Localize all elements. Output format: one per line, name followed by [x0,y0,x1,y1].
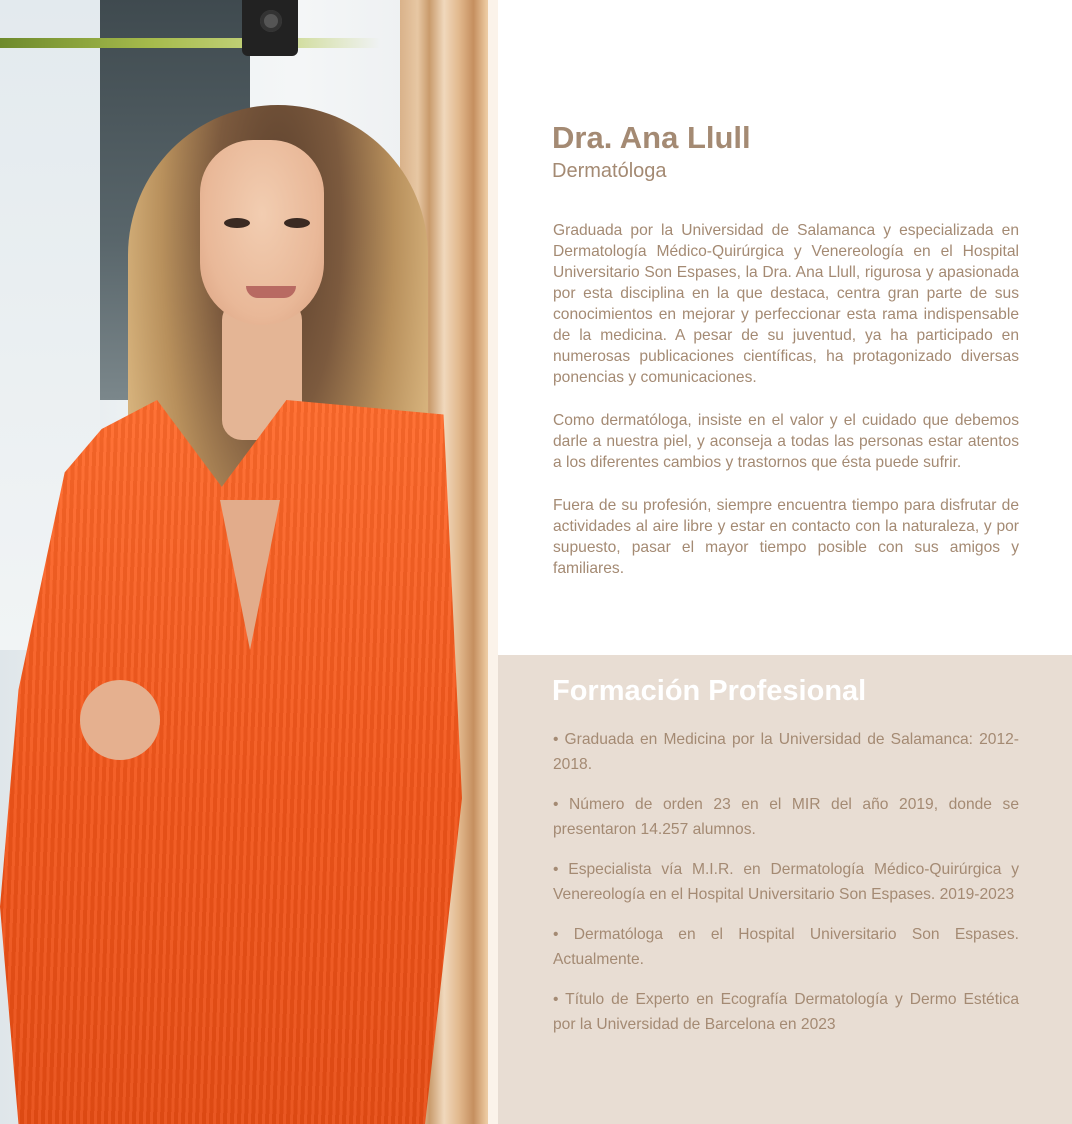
bio-paragraph: Graduada por la Universidad de Salamanca y especializada en Dermatología Médico-Quirúrgica y Venereología en el Hospital Universitario Son Espases, la Dra. Ana Llull, rigurosa y apasionada por esta disciplina en la que destaca, centra gran parte de sus conocimientos en mejorar y perfeccionar esta rama indispensable de la medicina. A pesar de su juventud, ya ha participado en numerosas publicaciones científicas, ha protagonizado diversas ponencias y comunicaciones. [553,222,1019,386]
formacion-list [553,727,1019,1052]
bio-paragraph: Fuera de su profesión, siempre encuentra tiempo para disfrutar de actividades al aire libre y estar en contacto con la naturaleza, y por supuesto, pasar el mayor tiempo posible con sus amigos y familiares. [553,497,1019,577]
smile [246,286,296,298]
formacion-section [498,655,1072,1124]
left-eye [224,218,250,228]
bio-section [498,0,1072,655]
formacion-item: • Especialista vía M.I.R. en Dermatología Médico-Quirúrgica y Venereología en el Hospital Universitario Son Espases. 2019-2023 [553,861,1019,903]
formacion-item: • Dermatóloga en el Hospital Universitario Son Espases. Actualmente. [553,926,1019,968]
green-wall-strip [0,38,380,48]
security-camera [242,0,298,56]
right-eye [284,218,310,228]
pillar-edge [488,0,498,1124]
formacion-item: • Graduada en Medicina por la Universidad de Salamanca: 2012-2018. [553,731,1019,773]
hand [80,680,160,760]
doctor-specialty: Dermatóloga [552,160,667,182]
portrait-photo [0,0,498,1124]
bio-paragraph: Como dermatóloga, insiste en el valor y el cuidado que debemos darle a nuestra piel, y aconseja a todas las personas estar atentos a los diferentes cambios y trastornos que ésta puede sufrir. [553,412,1019,471]
formacion-item: • Título de Experto en Ecografía Dermatología y Dermo Estética por la Universidad de Barcelona en 2023 [553,991,1019,1033]
bio-paragraphs [553,220,1019,601]
doctor-name: Dra. Ana Llull [552,120,751,155]
formacion-heading: Formación Profesional [552,675,867,707]
formacion-item: • Número de orden 23 en el MIR del año 2019, donde se presentaron 14.257 alumnos. [553,796,1019,838]
